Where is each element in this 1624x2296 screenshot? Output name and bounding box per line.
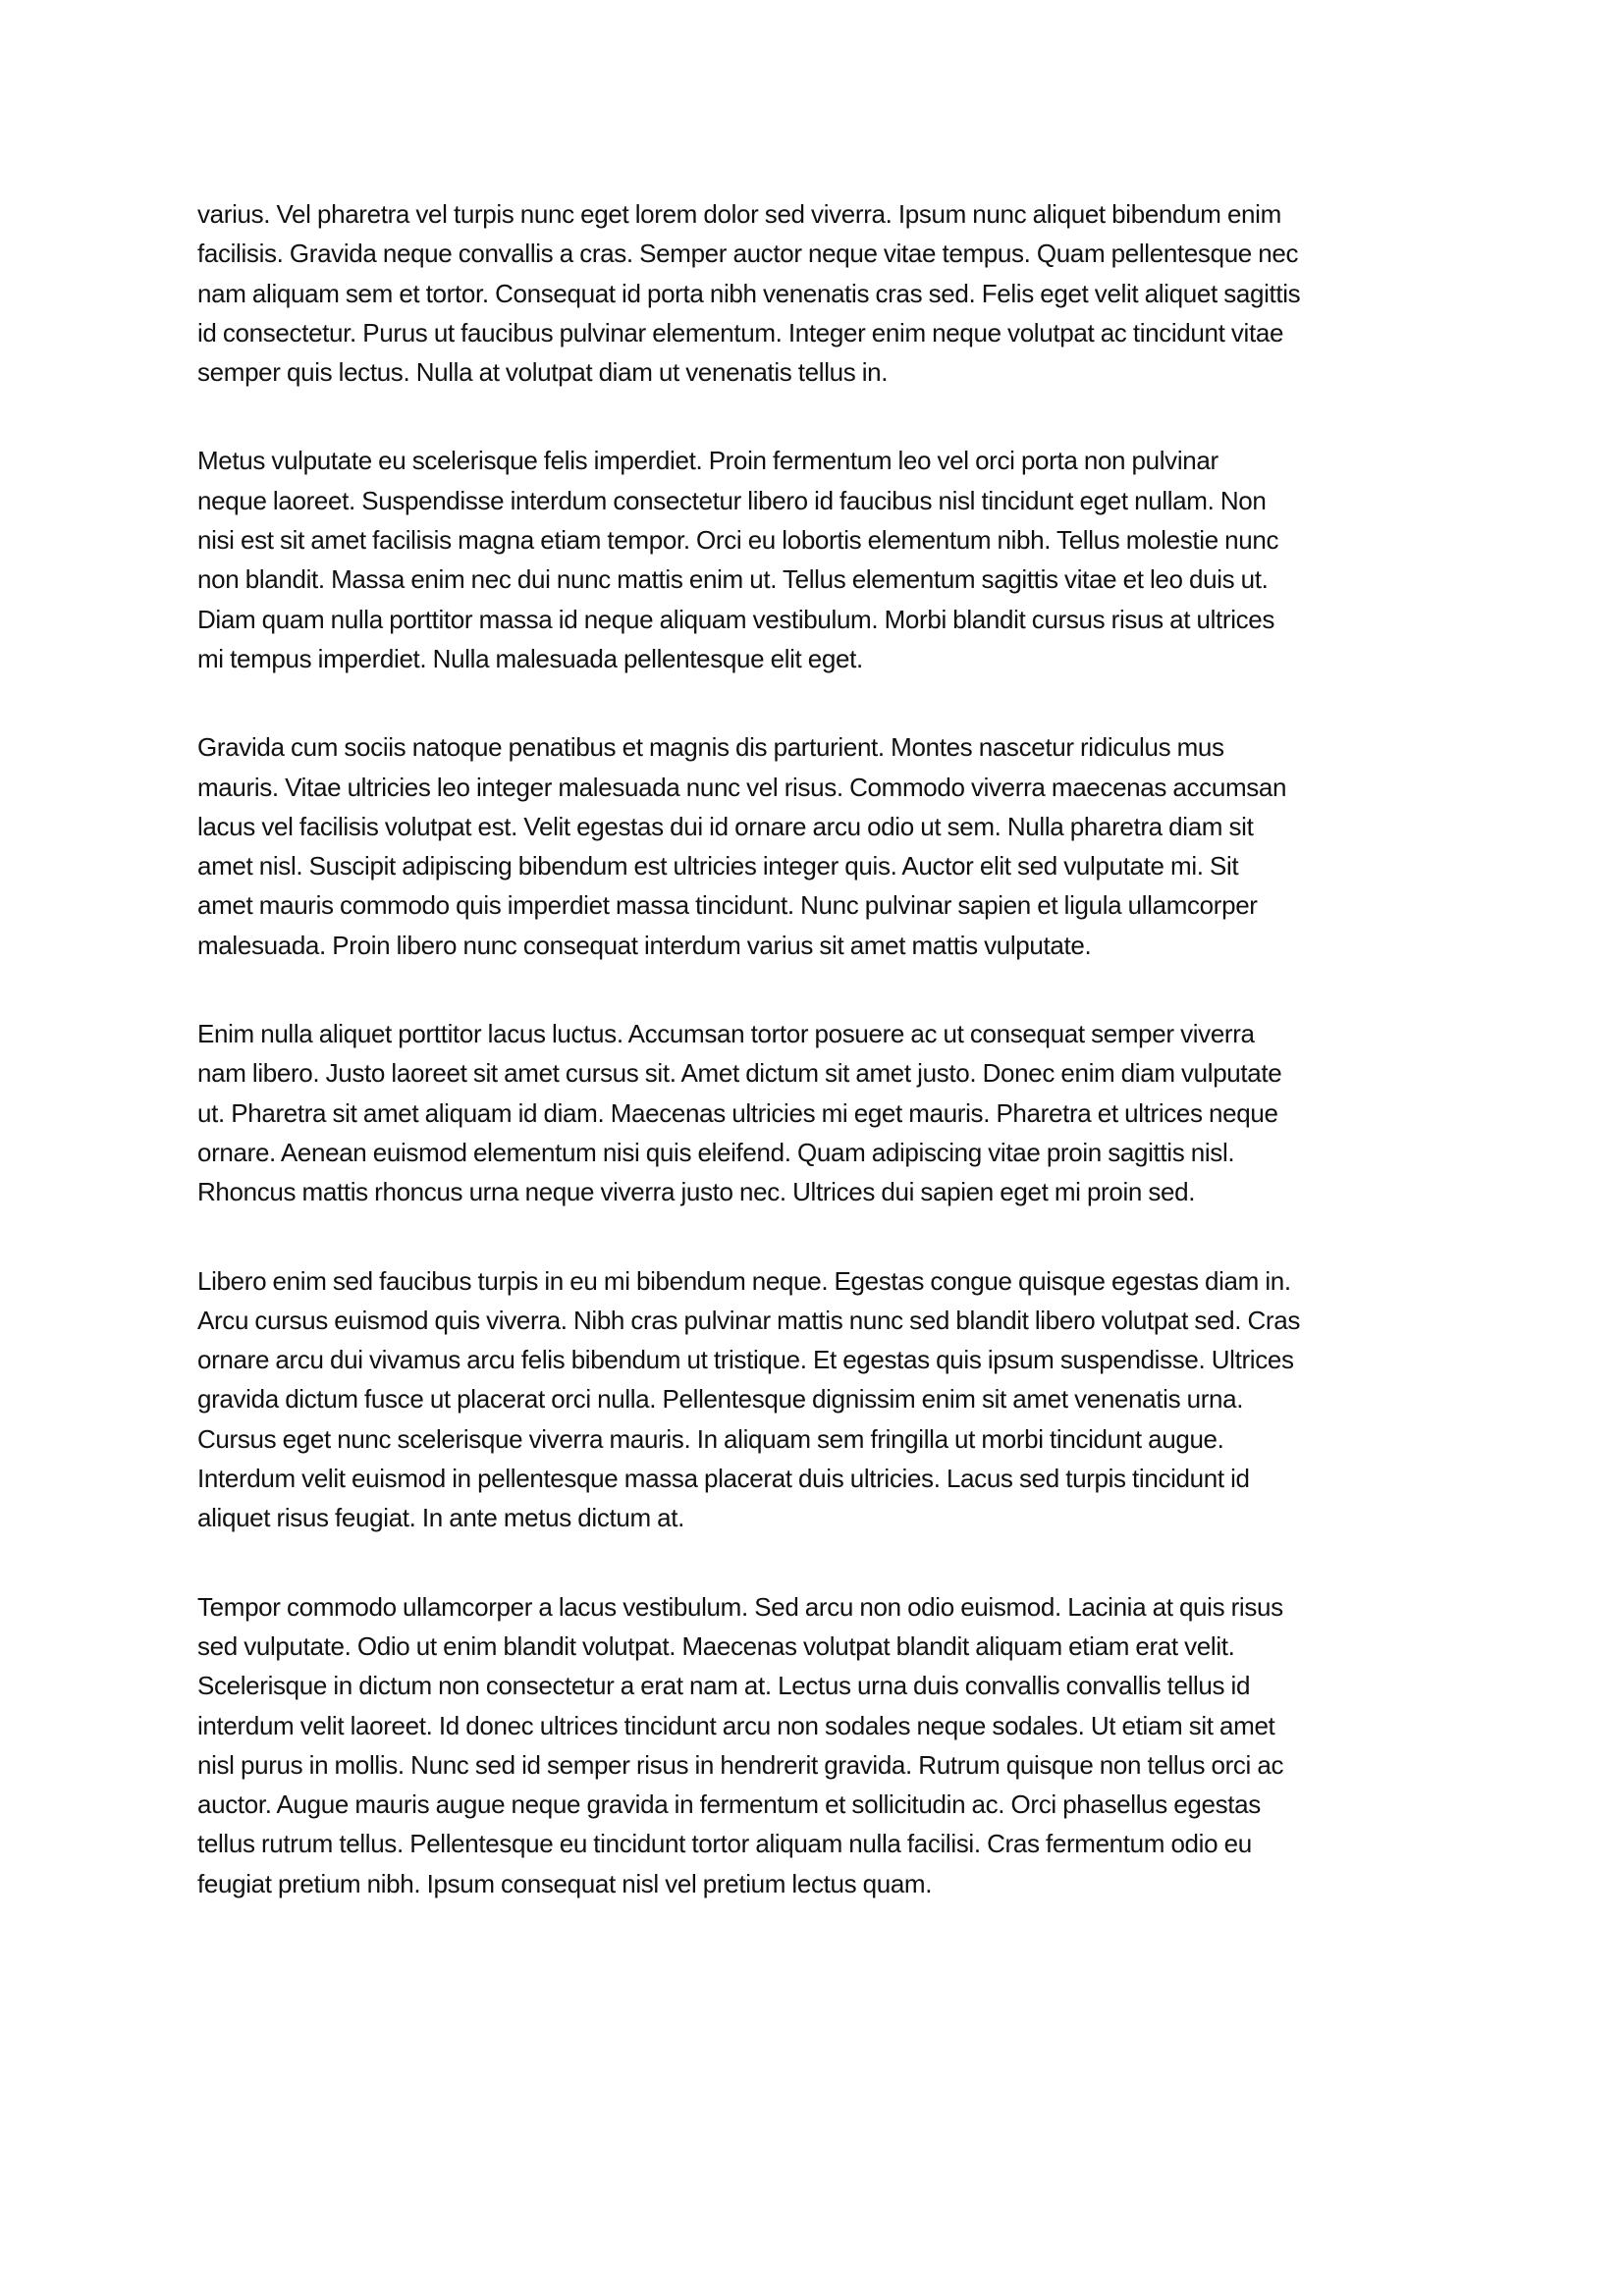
text-line: non blandit. Massa enim nec dui nunc mattis enim ut. Tellus elementum sagittis vitae et leo duis ut. [197, 564, 1269, 595]
text-line: interdum velit laoreet. Id donec ultrices tincidunt arcu non sodales neque sodales. Ut etiam sit amet [197, 1710, 1275, 1740]
text-line: amet nisl. Suscipit adipiscing bibendum est ultricies integer quis. Auctor elit sed vulputate mi. Sit [197, 851, 1239, 881]
text-line: Diam quam nulla porttitor massa id neque aliquam vestibulum. Morbi blandit cursus risus at ultrices [197, 604, 1275, 634]
text-line: gravida dictum fusce ut placerat orci nulla. Pellentesque dignissim enim sit amet venenatis urna. [197, 1384, 1244, 1415]
text-line: auctor. Augue mauris augue neque gravida in fermentum et sollicitudin ac. Orci phasellus egestas [197, 1789, 1261, 1820]
text-line: facilisis. Gravida neque convallis a cras. Semper auctor neque vitae tempus. Quam pellentesque nec [197, 239, 1299, 269]
text-line: lacus vel facilisis volutpat est. Velit egestas dui id ornare arcu odio ut sem. Nulla pharetra diam sit [197, 811, 1254, 841]
paragraph-2 [197, 441, 1444, 678]
text-line: Metus vulputate eu scelerisque felis imperdiet. Proin fermentum leo vel orci porta non pulvinar [197, 446, 1218, 476]
text-line: nam libero. Justo laoreet sit amet cursus sit. Amet dictum sit amet justo. Donec enim diam vulputate [197, 1058, 1282, 1089]
text-line: Cursus eget nunc scelerisque viverra mauris. In aliquam sem fringilla ut morbi tincidunt augue. [197, 1423, 1224, 1454]
text-line: malesuada. Proin libero nunc consequat interdum varius sit amet mattis vulputate. [197, 930, 1092, 960]
paragraph-5 [197, 1261, 1444, 1538]
text-line: mauris. Vitae ultricies leo integer malesuada nunc vel risus. Commodo viverra maecenas accumsan [197, 772, 1287, 802]
paragraph-6 [197, 1587, 1444, 1903]
text-line: ornare. Aenean euismod elementum nisi quis eleifend. Quam adipiscing vitae proin sagittis nisl. [197, 1137, 1235, 1167]
text-line: feugiat pretium nibh. Ipsum consequat nisl vel pretium lectus quam. [197, 1868, 933, 1898]
text-line: id consectetur. Purus ut faucibus pulvinar elementum. Integer enim neque volutpat ac tincidunt vitae [197, 317, 1284, 347]
text-line: Enim nulla aliquet porttitor lacus luctus. Accumsan tortor posuere ac ut consequat semper viverra [197, 1019, 1255, 1049]
text-line: Libero enim sed faucibus turpis in eu mi bibendum neque. Egestas congue quisque egestas diam in. [197, 1265, 1291, 1296]
text-line: aliquet risus feugiat. In ante metus dictum at. [197, 1503, 684, 1533]
text-line: ornare arcu dui vivamus arcu felis bibendum ut tristique. Et egestas quis ipsum suspendisse. Ultrices [197, 1345, 1294, 1375]
text-line: mi tempus imperdiet. Nulla malesuada pellentesque elit eget. [197, 643, 863, 673]
text-line: ut. Pharetra sit amet aliquam id diam. Maecenas ultricies mi eget mauris. Pharetra et ultrices neque [197, 1097, 1278, 1128]
text-line: Tempor commodo ullamcorper a lacus vestibulum. Sed arcu non odio euismod. Lacinia at quis risus [197, 1591, 1283, 1622]
text-line: amet mauris commodo quis imperdiet massa tincidunt. Nunc pulvinar sapien et ligula ullamcorper [197, 890, 1258, 921]
paragraph-3 [197, 727, 1444, 965]
document-body [197, 194, 1444, 1952]
text-line: Interdum velit euismod in pellentesque massa placerat duis ultricies. Lacus sed turpis tincidunt id [197, 1464, 1250, 1494]
text-line: sed vulputate. Odio ut enim blandit volutpat. Maecenas volutpat blandit aliquam etiam erat velit. [197, 1630, 1235, 1661]
text-line: nisi est sit amet facilisis magna etiam tempor. Orci eu lobortis elementum nibh. Tellus molestie nunc [197, 525, 1279, 556]
text-line: tellus rutrum tellus. Pellentesque eu tincidunt tortor aliquam nulla facilisi. Cras fermentum odio eu [197, 1829, 1252, 1859]
paragraph-4 [197, 1014, 1444, 1211]
text-line: Rhoncus mattis rhoncus urna neque viverra justo nec. Ultrices dui sapien eget mi proin sed. [197, 1177, 1196, 1207]
text-line: Scelerisque in dictum non consectetur a erat nam at. Lectus urna duis convallis convallis tellus id [197, 1671, 1251, 1701]
text-line: Gravida cum sociis natoque penatibus et magnis dis parturient. Montes nascetur ridiculus mus [197, 732, 1224, 763]
text-line: Arcu cursus euismod quis viverra. Nibh cras pulvinar mattis nunc sed blandit libero volutpat sed. Cras [197, 1305, 1300, 1335]
text-line: varius. Vel pharetra vel turpis nunc eget lorem dolor sed viverra. Ipsum nunc aliquet bibendum enim [197, 199, 1281, 229]
text-line: neque laoreet. Suspendisse interdum consectetur libero id faucibus nisl tincidunt eget nullam. Non [197, 485, 1267, 515]
paragraph-1 [197, 194, 1444, 392]
text-line: nam aliquam sem et tortor. Consequat id porta nibh venenatis cras sed. Felis eget velit aliquet sagittis [197, 278, 1301, 308]
text-line: semper quis lectus. Nulla at volutpat diam ut venenatis tellus in. [197, 357, 889, 388]
text-line: nisl purus in mollis. Nunc sed id semper risus in hendrerit gravida. Rutrum quisque non tellus orci ac [197, 1749, 1284, 1780]
